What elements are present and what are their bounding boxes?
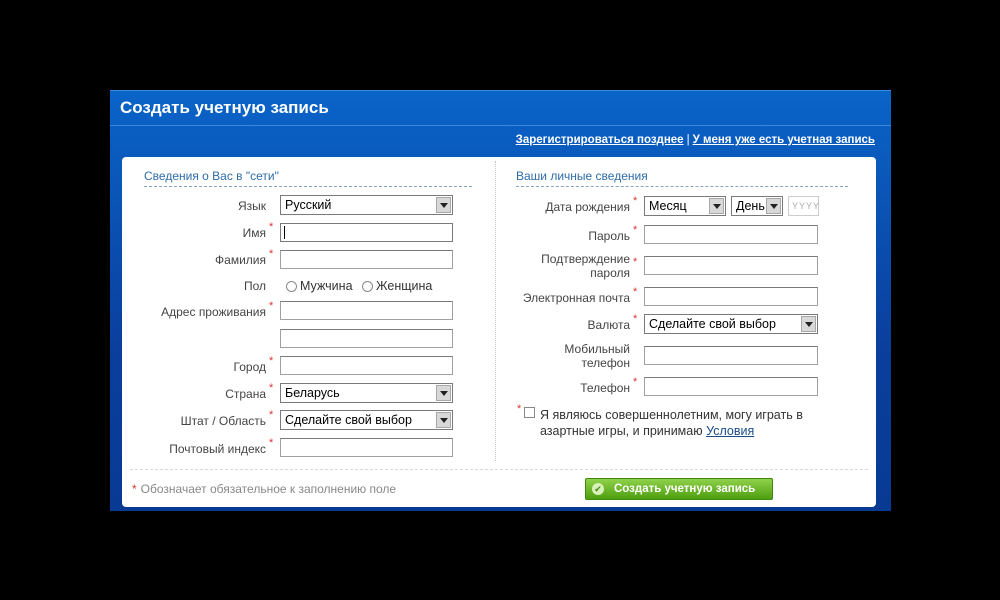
terms-link[interactable]: Условия: [706, 424, 755, 438]
required-note-star: *: [132, 482, 137, 496]
birth-month-value: Месяц: [649, 199, 687, 213]
required-marker: *: [269, 355, 274, 367]
birthdate-label: Дата рождения: [545, 200, 630, 214]
currency-select[interactable]: [644, 314, 818, 334]
address-line1-input[interactable]: [280, 301, 453, 320]
required-marker: *: [633, 376, 638, 388]
section-title-online: Сведения о Вас в "сети": [144, 169, 279, 183]
gender-male-radio[interactable]: [286, 281, 297, 292]
email-label: Электронная почта: [522, 291, 630, 305]
required-marker: *: [269, 300, 274, 312]
birth-year-input[interactable]: YYYY: [788, 196, 819, 216]
last-name-label: Фамилия: [215, 253, 266, 267]
chevron-down-icon: [436, 412, 451, 428]
mobile-label-line2: телефон: [581, 356, 630, 370]
password-input[interactable]: [644, 225, 818, 244]
terms-text: [540, 407, 830, 439]
birth-month-select[interactable]: [644, 196, 726, 216]
chevron-down-icon: [709, 198, 724, 214]
address-label: Адрес проживания: [161, 305, 266, 319]
section-rule-right: [516, 186, 848, 187]
country-label: Страна: [225, 387, 266, 401]
language-label: Язык: [237, 199, 266, 213]
required-note: [132, 482, 396, 496]
mobile-label: [496, 342, 630, 370]
required-marker: *: [269, 409, 274, 421]
create-account-button-label: Создать учетную запись: [614, 483, 756, 495]
chevron-down-icon: [801, 316, 816, 332]
gender-female-label: Женщина: [376, 279, 433, 293]
required-note-text: Обозначает обязательное к заполнению поле: [140, 482, 397, 496]
postal-input[interactable]: [280, 438, 453, 457]
language-value: Русский: [285, 198, 332, 212]
state-value: Сделайте свой выбор: [285, 413, 412, 427]
first-name-input[interactable]: [280, 223, 453, 242]
required-marker: *: [633, 313, 638, 325]
mobile-label-line1: Мобильный: [564, 342, 630, 356]
chevron-down-icon: [436, 197, 451, 213]
gender-male-label: Мужчина: [300, 279, 353, 293]
city-label: Город: [233, 360, 266, 374]
confirm-password-label: [496, 252, 630, 280]
required-marker: *: [633, 286, 638, 298]
password-label: Пароль: [588, 229, 630, 243]
confirm-label-line2: пароля: [590, 266, 630, 280]
first-name-label: Имя: [242, 226, 266, 240]
currency-value: Сделайте свой выбор: [649, 317, 776, 331]
register-later-link[interactable]: Зарегистрироваться позднее: [515, 134, 684, 146]
state-select[interactable]: [280, 410, 453, 430]
terms-checkbox[interactable]: [524, 407, 535, 418]
last-name-input[interactable]: [280, 250, 453, 269]
dialog-title: Создать учетную запись: [120, 98, 329, 117]
birth-day-select[interactable]: [731, 196, 783, 216]
postal-label: Почтовый индекс: [169, 442, 266, 456]
required-marker: *: [269, 248, 274, 260]
birth-day-value: День: [736, 199, 765, 213]
chevron-down-icon: [766, 198, 781, 214]
title-divider: [110, 125, 891, 126]
section-rule-left: [144, 186, 472, 187]
required-marker: *: [269, 437, 274, 449]
country-value: Беларусь: [285, 386, 340, 400]
currency-label: Валюта: [587, 318, 630, 332]
state-label: Штат / Область: [180, 414, 266, 428]
gender-female-radio[interactable]: [362, 281, 373, 292]
create-account-dialog: [110, 90, 891, 511]
phone-input[interactable]: [644, 377, 818, 396]
email-input[interactable]: [644, 287, 818, 306]
phone-label: Телефон: [580, 381, 630, 395]
have-account-link[interactable]: У меня уже есть учетная запись: [692, 134, 875, 146]
checkmark-icon: ✔: [592, 483, 604, 495]
chevron-down-icon: [436, 385, 451, 401]
country-select[interactable]: [280, 383, 453, 403]
terms-label: Я являюсь совершеннолетним, могу играть в азартные игры, и принимаю: [540, 408, 803, 438]
required-marker: *: [269, 221, 274, 233]
language-select[interactable]: [280, 195, 453, 215]
section-title-personal: Ваши личные сведения: [516, 169, 648, 183]
confirm-label-line1: Подтверждение: [541, 252, 630, 266]
text-cursor: [284, 226, 285, 239]
top-links: [516, 134, 875, 146]
create-account-button[interactable]: [585, 478, 773, 500]
city-input[interactable]: [280, 356, 453, 375]
gender-label: Пол: [243, 279, 266, 293]
required-marker: *: [269, 382, 274, 394]
required-marker: *: [517, 403, 522, 415]
link-separator: |: [686, 134, 690, 146]
required-marker: *: [633, 224, 638, 236]
form-panel: [122, 157, 876, 507]
required-marker: *: [633, 195, 638, 207]
address-line2-input[interactable]: [280, 329, 453, 348]
mobile-input[interactable]: [644, 346, 818, 365]
confirm-password-input[interactable]: [644, 256, 818, 275]
footer-divider: [130, 469, 868, 470]
required-marker: *: [633, 256, 638, 268]
